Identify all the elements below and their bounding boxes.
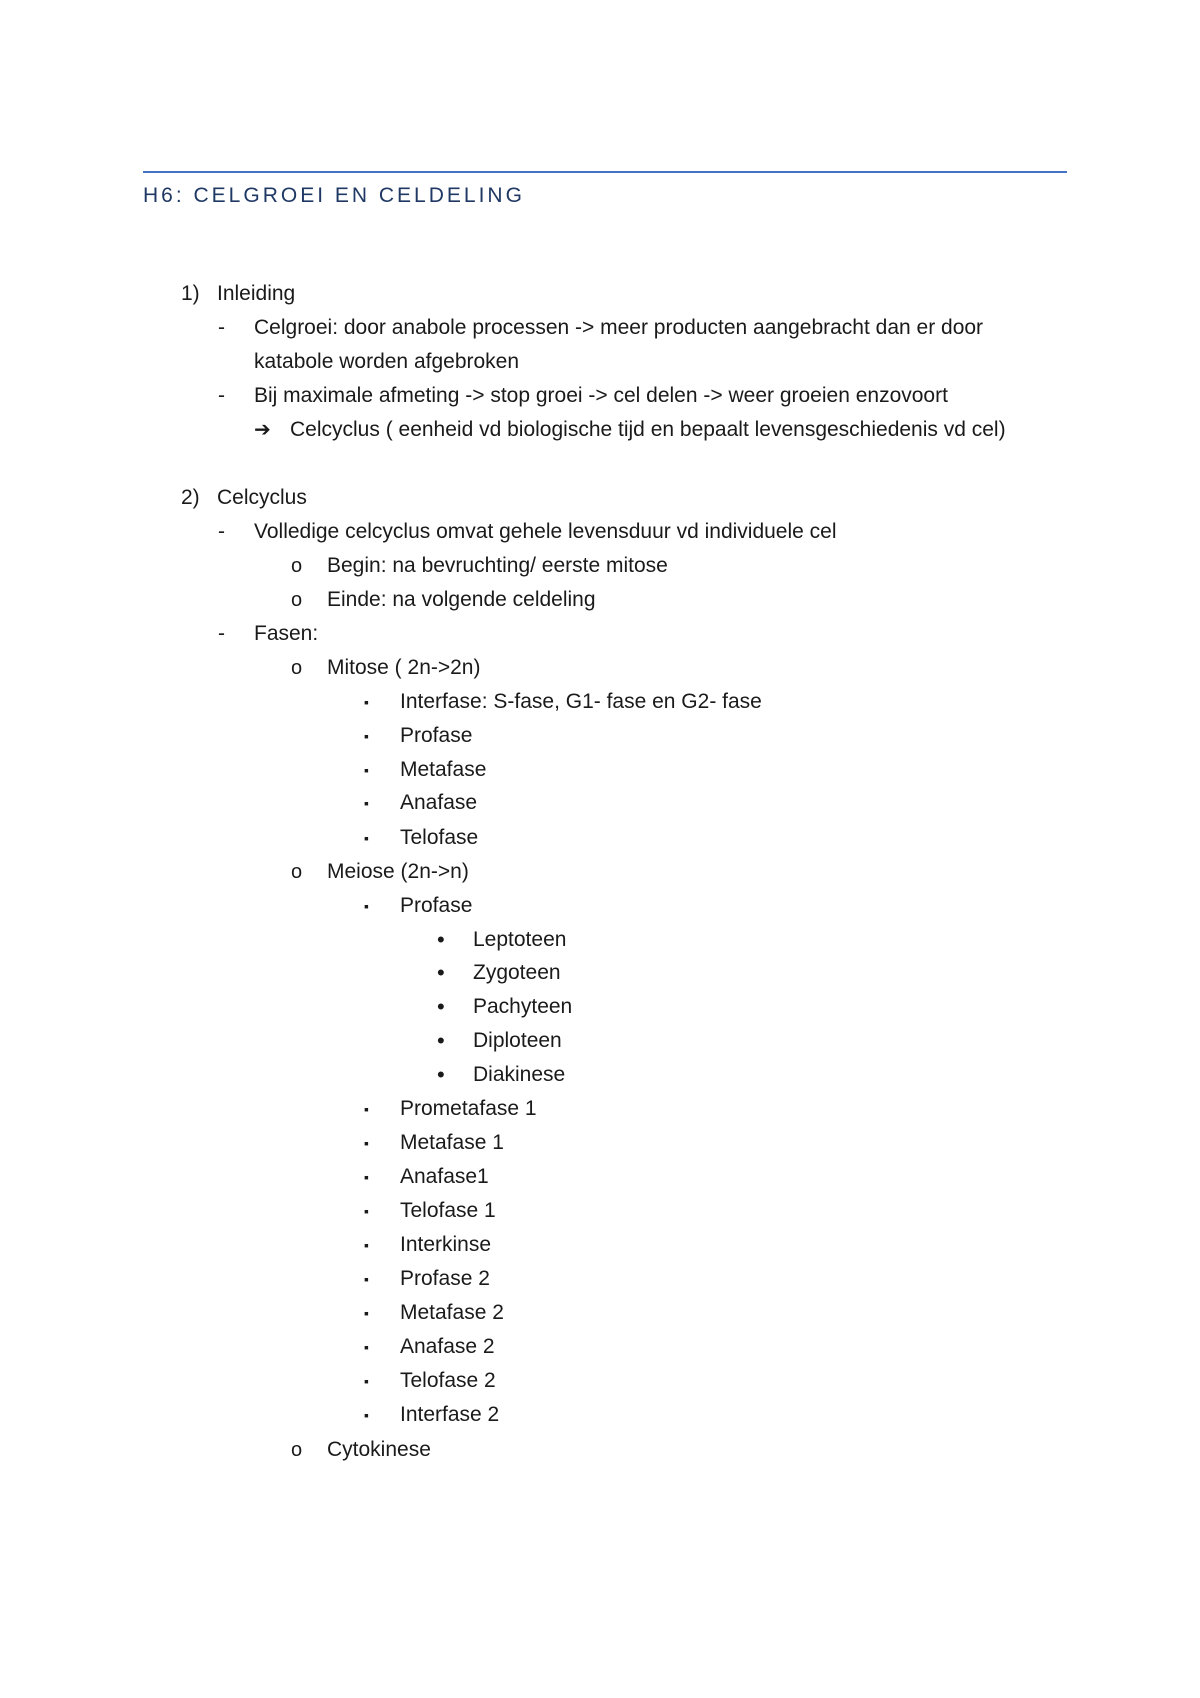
dash-bullet: - <box>218 384 225 407</box>
list-item: Diakinese <box>473 1063 566 1086</box>
list-item: Telofase <box>400 826 479 849</box>
list-item: Cytokinese <box>327 1438 431 1461</box>
square-bullet: ▪ <box>364 1373 369 1389</box>
list-item: Celcyclus ( eenheid vd biologische tijd en bepaalt levensgeschiedenis vd cel) <box>290 418 1006 441</box>
square-bullet: ▪ <box>364 898 369 914</box>
arrow-icon: ➔ <box>254 419 271 441</box>
list-item: Interfase 2 <box>400 1403 500 1426</box>
list-item: Diploteen <box>473 1029 562 1052</box>
section-title: Celcyclus <box>217 486 307 509</box>
square-bullet: ▪ <box>364 1305 369 1321</box>
dot-bullet: • <box>437 960 445 985</box>
list-item: Mitose ( 2n->2n) <box>327 656 481 679</box>
list-item: Metafase 1 <box>400 1131 504 1154</box>
square-bullet: ▪ <box>364 1135 369 1151</box>
circle-bullet: o <box>291 589 303 611</box>
square-bullet: ▪ <box>364 1407 369 1423</box>
list-item: Metafase <box>400 758 487 781</box>
list-item: Einde: na volgende celdeling <box>327 588 596 611</box>
list-item: Anafase 2 <box>400 1335 495 1358</box>
square-bullet: ▪ <box>364 728 369 744</box>
list-item: Celgroei: door anabole processen -> meer producten aangebracht dan er door <box>254 316 984 339</box>
square-bullet: ▪ <box>364 1101 369 1117</box>
list-item: Bij maximale afmeting -> stop groei -> cel delen -> weer groeien enzovoort <box>254 384 948 407</box>
square-bullet: ▪ <box>364 830 369 846</box>
list-item: Leptoteen <box>473 928 567 951</box>
page-title: H6: CELGROEI EN CELDELING <box>143 184 525 207</box>
list-item: Profase <box>400 724 473 747</box>
list-item: Fasen: <box>254 622 319 645</box>
dash-bullet: - <box>218 520 225 543</box>
dot-bullet: • <box>437 994 445 1019</box>
square-bullet: ▪ <box>364 1339 369 1355</box>
section-number: 1) <box>181 282 200 305</box>
dot-bullet: • <box>437 1028 445 1053</box>
dash-bullet: - <box>218 622 225 645</box>
list-item: Prometafase 1 <box>400 1097 537 1120</box>
list-item: Anafase1 <box>400 1165 489 1188</box>
dot-bullet: • <box>437 927 445 952</box>
list-item: Telofase 1 <box>400 1199 496 1222</box>
dash-bullet: - <box>218 316 225 339</box>
section-title: Inleiding <box>217 282 296 305</box>
square-bullet: ▪ <box>364 1271 369 1287</box>
circle-bullet: o <box>291 861 303 883</box>
dot-bullet: • <box>437 1062 445 1087</box>
list-item: Profase <box>400 894 473 917</box>
list-item: Interfase: S-fase, G1- fase en G2- fase <box>400 690 762 713</box>
section-number: 2) <box>181 486 200 509</box>
list-item: Metafase 2 <box>400 1301 504 1324</box>
list-item: Telofase 2 <box>400 1369 496 1392</box>
list-item: Interkinse <box>400 1233 492 1256</box>
list-item: Meiose (2n->n) <box>327 860 469 883</box>
square-bullet: ▪ <box>364 795 369 811</box>
list-item: Pachyteen <box>473 995 573 1018</box>
list-item: Begin: na bevruchting/ eerste mitose <box>327 554 668 577</box>
list-item: Zygoteen <box>473 961 561 984</box>
square-bullet: ▪ <box>364 1237 369 1253</box>
circle-bullet: o <box>291 657 303 679</box>
circle-bullet: o <box>291 1439 303 1461</box>
list-item: Profase 2 <box>400 1267 490 1290</box>
heading-rule <box>143 171 1067 173</box>
square-bullet: ▪ <box>364 1203 369 1219</box>
list-item: Anafase <box>400 791 478 814</box>
list-item: Volledige celcyclus omvat gehele levensduur vd individuele cel <box>254 520 837 543</box>
square-bullet: ▪ <box>364 694 369 710</box>
circle-bullet: o <box>291 555 303 577</box>
square-bullet: ▪ <box>364 762 369 778</box>
list-item-continuation: katabole worden afgebroken <box>254 350 520 373</box>
square-bullet: ▪ <box>364 1169 369 1185</box>
